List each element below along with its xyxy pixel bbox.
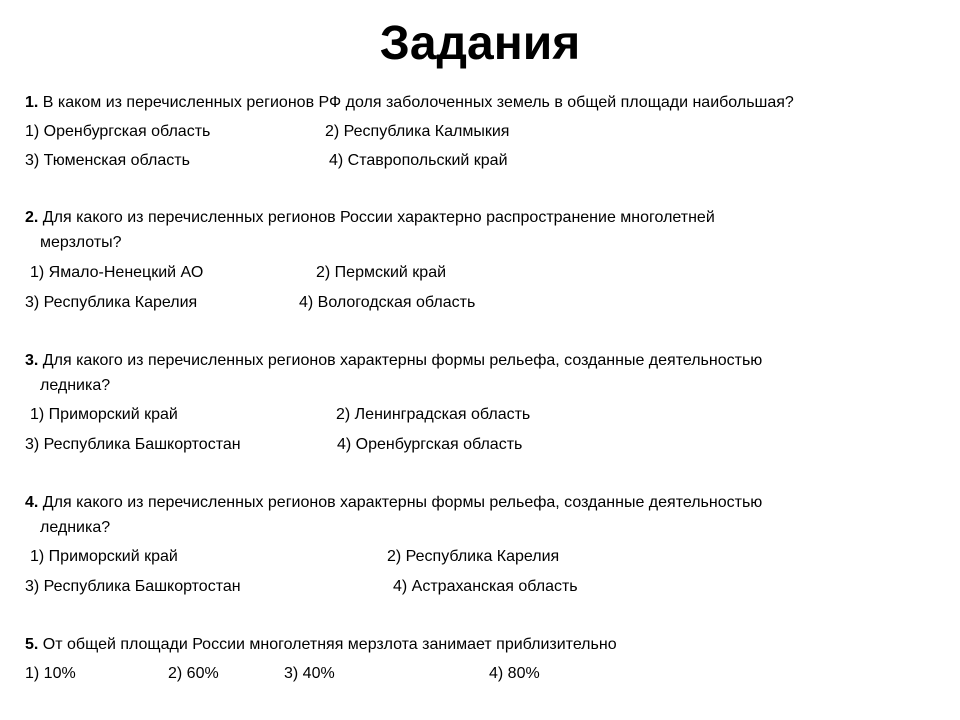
- question-1-option-1: 1) Оренбургская область: [25, 123, 211, 140]
- question-body: Для какого из перечисленных регионов характерны формы рельефа, созданные деятельностью: [42, 352, 763, 369]
- question-4-option-2: 2) Республика Карелия: [387, 548, 560, 565]
- question-2-text-continued: мерзлоты?: [40, 234, 122, 251]
- question-2-option-1: 1) Ямало-Ненецкий АО: [30, 264, 204, 281]
- question-4-option-4: 4) Астраханская область: [393, 578, 578, 595]
- question-5-option-1: 1) 10%: [25, 665, 76, 682]
- question-3-option-1: 1) Приморский край: [30, 406, 178, 423]
- question-5-option-3: 3) 40%: [284, 665, 335, 682]
- question-2-option-2: 2) Пермский край: [316, 264, 447, 281]
- question-2-option-4: 4) Вологодская область: [299, 294, 476, 311]
- question-1-option-4: 4) Ставропольский край: [329, 152, 508, 169]
- question-1-text: [25, 93, 794, 113]
- question-number: 4.: [25, 494, 39, 511]
- question-4-text-continued: ледника?: [40, 519, 111, 536]
- question-2-text: [25, 208, 715, 228]
- question-5-option-2: 2) 60%: [168, 665, 219, 682]
- question-body: Для какого из перечисленных регионов характерны формы рельефа, созданные деятельностью: [42, 494, 763, 511]
- question-2-option-3: 3) Республика Карелия: [25, 294, 198, 311]
- page-title: Задания: [379, 17, 581, 70]
- question-4-option-3: 3) Республика Башкортостан: [25, 578, 241, 595]
- question-3-text: [25, 351, 762, 371]
- question-3-option-2: 2) Ленинградская область: [336, 406, 531, 423]
- question-5-text: [25, 635, 617, 655]
- question-body: От общей площади России многолетняя мерзлота занимает приблизительно: [42, 636, 617, 653]
- question-1-option-3: 3) Тюменская область: [25, 152, 190, 169]
- question-number: 3.: [25, 352, 39, 369]
- question-3-option-4: 4) Оренбургская область: [337, 436, 523, 453]
- question-4-text: [25, 493, 762, 513]
- question-number: 5.: [25, 636, 39, 653]
- question-4-option-1: 1) Приморский край: [30, 548, 178, 565]
- question-3-option-3: 3) Республика Башкортостан: [25, 436, 241, 453]
- question-3-text-continued: ледника?: [40, 377, 111, 394]
- question-number: 2.: [25, 209, 39, 226]
- question-body: Для какого из перечисленных регионов России характерно распространение многолетней: [42, 209, 715, 226]
- question-number: 1.: [25, 94, 39, 111]
- question-5-option-4: 4) 80%: [489, 665, 540, 682]
- question-1-option-2: 2) Республика Калмыкия: [325, 123, 510, 140]
- question-body: В каком из перечисленных регионов РФ доля заболоченных земель в общей площади наибольшая?: [42, 94, 794, 111]
